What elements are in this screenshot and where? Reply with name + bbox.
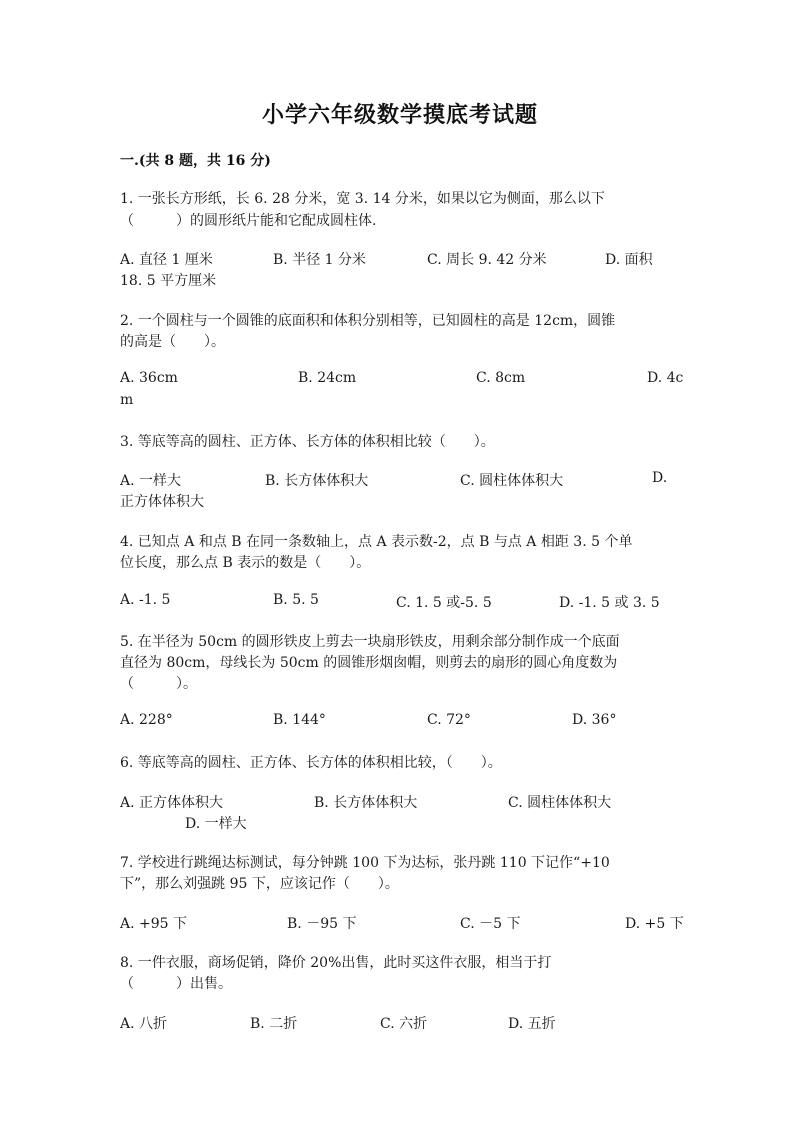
question-text: 位长度，那么点 B 表示的数是（ ）。 (120, 555, 371, 571)
option-c[interactable]: C. 8cm (476, 370, 526, 386)
question-text: 下”，那么刘强跳 95 下，应该记作（ ）。 (120, 876, 399, 892)
question-text: 的高是（ ）。 (120, 334, 225, 350)
option-b[interactable]: B. 半径 1 分米 (273, 252, 366, 268)
option-d-continued: 18. 5 平方厘米 (120, 273, 217, 289)
option-d[interactable]: D. -1. 5 或 3. 5 (559, 595, 660, 611)
option-a[interactable]: A. +95 下 (120, 916, 188, 932)
question-text: 8. 一件衣服，商场促销，降价 20%出售，此时买这件衣服，相当于打 (120, 955, 552, 971)
question-text: 5. 在半径为 50cm 的圆形铁皮上剪去一块扇形铁皮，用剩余部分制作成一个底面 (120, 634, 620, 650)
option-b[interactable]: B. 二折 (250, 1016, 298, 1032)
option-d[interactable]: D. 4c (647, 370, 684, 386)
question-text: 6. 等底等高的圆柱、正方体、长方体的体积相比较，（ ）。 (120, 755, 502, 771)
option-d[interactable]: D. (652, 470, 668, 486)
option-c[interactable]: C. 圆柱体体积大 (508, 795, 612, 811)
option-c[interactable]: C. 周长 9. 42 分米 (427, 252, 547, 268)
option-c[interactable]: C. －5 下 (460, 916, 521, 932)
question-text: （ ）出售。 (120, 976, 232, 992)
option-a[interactable]: A. 228° (120, 712, 173, 728)
question-text: 4. 已知点 A 和点 B 在同一条数轴上，点 A 表示数-2，点 B 与点 A 相距 3. 5 个单 (120, 534, 633, 550)
option-c[interactable]: C. 圆柱体体积大 (460, 473, 564, 489)
option-b[interactable]: B. －95 下 (287, 916, 357, 932)
question-text: （ ）的圆形纸片能和它配成圆柱体. (120, 213, 377, 229)
option-d[interactable]: D. 36° (572, 712, 617, 728)
page-title: 小学六年级数学摸底考试题 (261, 102, 538, 128)
option-c[interactable]: C. 六折 (380, 1016, 428, 1032)
option-b[interactable]: B. 5. 5 (273, 592, 319, 608)
option-a[interactable]: A. 正方体体积大 (120, 795, 224, 811)
question-text: 2. 一个圆柱与一个圆锥的底面积和体积分别相等，已知圆柱的高是 12cm，圆锥 (120, 313, 616, 329)
option-b[interactable]: B. 长方体体积大 (314, 795, 418, 811)
question-text: 7. 学校进行跳绳达标测试，每分钟跳 100 下为达标，张丹跳 110 下记作“+10 (120, 855, 610, 871)
option-c[interactable]: C. 1. 5 或-5. 5 (396, 595, 492, 611)
option-b[interactable]: B. 144° (273, 712, 326, 728)
option-a[interactable]: A. 八折 (120, 1016, 168, 1032)
question-text: 3. 等底等高的圆柱、正方体、长方体的体积相比较（ ）。 (120, 434, 495, 450)
option-d[interactable]: D. +5 下 (625, 916, 684, 932)
option-d[interactable]: D. 五折 (508, 1016, 556, 1032)
option-b[interactable]: B. 长方体体积大 (265, 473, 369, 489)
question-text: （ ）。 (120, 676, 197, 692)
question-text: 直径为 80cm，母线长为 50cm 的圆锥形烟囱帽，则剪去的扇形的圆心角度数为 (120, 655, 618, 671)
option-a[interactable]: A. 直径 1 厘米 (120, 252, 213, 268)
option-b[interactable]: B. 24cm (298, 370, 357, 386)
option-d-continued: 正方体体积大 (120, 494, 204, 510)
section-heading: 一.(共 8 题，共 16 分) (120, 153, 271, 169)
option-d[interactable]: D. 一样大 (185, 816, 247, 832)
option-c[interactable]: C. 72° (427, 712, 471, 728)
option-a[interactable]: A. 一样大 (120, 473, 182, 489)
option-d-continued: m (120, 392, 134, 408)
question-text: 1. 一张长方形纸，长 6. 28 分米，宽 3. 14 分米，如果以它为侧面，那么以下 (120, 191, 605, 207)
option-a[interactable]: A. 36cm (120, 370, 178, 386)
option-a[interactable]: A. -1. 5 (120, 592, 171, 608)
option-d[interactable]: D. 面积 (605, 252, 653, 268)
